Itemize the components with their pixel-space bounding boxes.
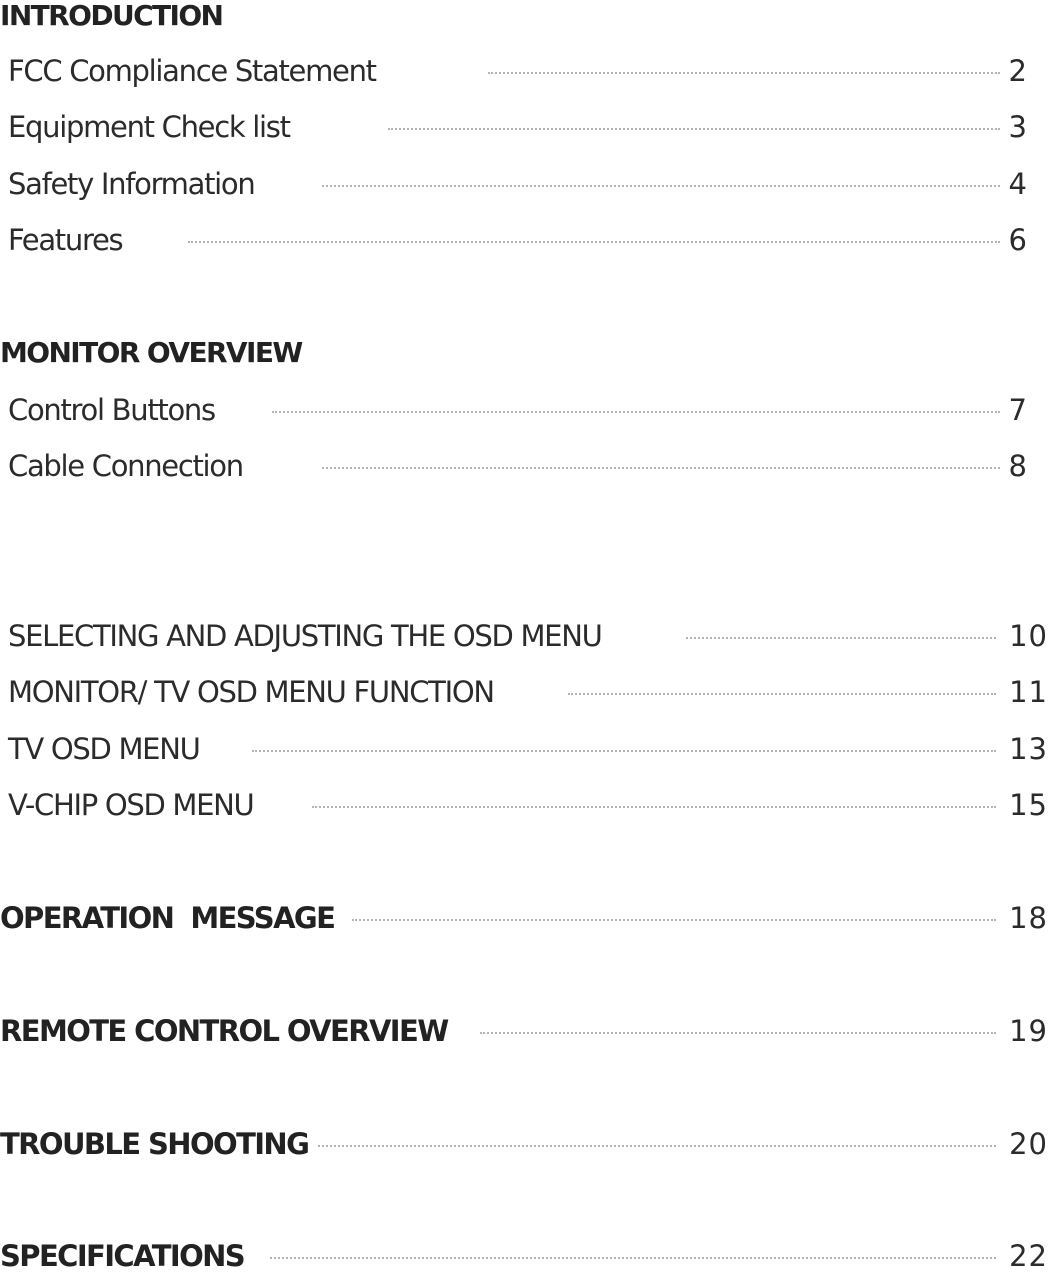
dot-leader <box>272 411 1000 413</box>
toc-entry-label: Equipment Check list <box>8 110 290 144</box>
toc-entry[interactable] <box>0 785 1048 825</box>
toc-entry-label: Features <box>8 223 123 257</box>
toc-entry-page: 10 <box>1009 619 1048 653</box>
toc-entry-page: 13 <box>1009 732 1048 766</box>
toc-entry-label: Cable Connection <box>8 449 243 483</box>
section-heading-introduction: INTRODUCTION <box>0 0 223 32</box>
toc-entry[interactable] <box>0 672 1048 712</box>
dot-leader <box>322 185 1000 187</box>
toc-entry-page: 7 <box>1008 393 1028 427</box>
toc-entry-remote-control-overview[interactable] <box>0 1011 1048 1051</box>
toc-entry-label: Control Buttons <box>8 393 215 427</box>
toc-entry-specifications[interactable] <box>0 1236 1048 1276</box>
toc-entry-page: 8 <box>1008 449 1028 483</box>
toc-entry[interactable] <box>0 446 1048 486</box>
toc-entry-label: Safety Information <box>8 167 255 201</box>
dot-leader <box>686 637 996 639</box>
toc-entry-page: 6 <box>1008 223 1028 257</box>
toc-entry[interactable] <box>0 107 1048 147</box>
toc-entry-operation-message[interactable] <box>0 898 1048 938</box>
toc-entry[interactable] <box>0 51 1048 91</box>
toc-entry-page: 18 <box>1009 901 1048 935</box>
toc-entry-page: 3 <box>1008 110 1028 144</box>
toc-entry-label: SELECTING AND ADJUSTING THE OSD MENU <box>8 619 602 653</box>
dot-leader <box>188 241 1000 243</box>
dot-leader <box>352 919 996 921</box>
toc-entry[interactable] <box>0 220 1048 260</box>
dot-leader <box>480 1032 996 1034</box>
toc-entry-page: 20 <box>1009 1127 1048 1161</box>
toc-entry[interactable] <box>0 729 1048 769</box>
toc-entry-label: MONITOR/ TV OSD MENU FUNCTION <box>8 675 494 709</box>
toc-entry-page: 11 <box>1009 675 1048 709</box>
toc-entry[interactable] <box>0 616 1048 656</box>
dot-leader <box>488 72 1000 74</box>
toc-entry-trouble-shooting[interactable] <box>0 1124 1048 1164</box>
toc-entry-label: V-CHIP OSD MENU <box>8 788 254 822</box>
dot-leader <box>322 467 1000 469</box>
toc-entry[interactable] <box>0 164 1048 204</box>
dot-leader <box>318 1145 996 1147</box>
toc-entry-label: SPECIFICATIONS <box>0 1239 245 1273</box>
dot-leader <box>568 693 996 695</box>
toc-entry-page: 15 <box>1009 788 1048 822</box>
toc-entry-label: TROUBLE SHOOTING <box>0 1127 309 1161</box>
section-heading-monitor-overview: MONITOR OVERVIEW <box>0 336 302 369</box>
toc-entry-label: TV OSD MENU <box>8 732 200 766</box>
toc-entry-label: REMOTE CONTROL OVERVIEW <box>0 1014 448 1048</box>
toc-entry-page: 4 <box>1008 167 1028 201</box>
toc-entry-page: 2 <box>1008 54 1028 88</box>
dot-leader <box>388 128 1000 130</box>
dot-leader <box>252 750 996 752</box>
dot-leader <box>312 806 996 808</box>
toc-entry-page: 19 <box>1009 1014 1048 1048</box>
toc-entry-page: 22 <box>1009 1239 1048 1273</box>
toc-entry-label: OPERATION MESSAGE <box>0 901 335 935</box>
dot-leader <box>270 1257 996 1259</box>
toc-entry-label: FCC Compliance Statement <box>8 54 376 88</box>
toc-entry[interactable] <box>0 390 1048 430</box>
